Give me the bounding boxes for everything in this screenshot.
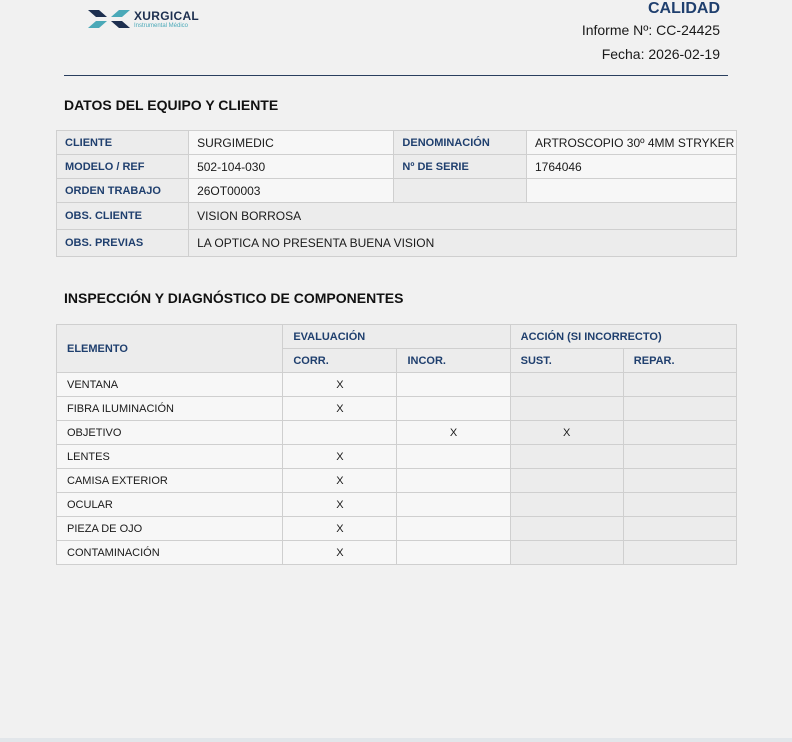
- corr-cell: [283, 421, 397, 445]
- repar-cell: [623, 445, 736, 469]
- inspection-table: [56, 324, 737, 565]
- incor-cell: [397, 541, 510, 565]
- section-equipo-title: DATOS DEL EQUIPO Y CLIENTE: [64, 97, 279, 113]
- denominacion-label: DENOMINACIÓN: [394, 131, 527, 155]
- table-row: [57, 373, 737, 397]
- table-row: [57, 397, 737, 421]
- repar-cell: [623, 373, 736, 397]
- sust-cell: [510, 469, 623, 493]
- corr-cell: X: [283, 397, 397, 421]
- repar-cell: [623, 493, 736, 517]
- incor-cell: [397, 493, 510, 517]
- elemento-cell: OCULAR: [57, 493, 283, 517]
- report-header: [582, 0, 720, 66]
- brand-name: XURGICAL: [134, 8, 200, 23]
- repar-cell: [623, 397, 736, 421]
- report-date: Fecha: 2026-02-19: [601, 46, 720, 62]
- modelo-label: MODELO / REF: [57, 155, 189, 179]
- orden-value: 26OT00003: [189, 179, 394, 203]
- table-row: [57, 469, 737, 493]
- elemento-cell: OBJETIVO: [57, 421, 283, 445]
- obs-cliente-label: OBS. CLIENTE: [57, 203, 189, 230]
- col-evaluacion-header: EVALUACIÓN: [283, 325, 510, 349]
- corr-cell: X: [283, 469, 397, 493]
- table-row: [57, 517, 737, 541]
- repar-cell: [623, 517, 736, 541]
- corr-cell: X: [283, 493, 397, 517]
- corr-cell: X: [283, 517, 397, 541]
- incor-cell: [397, 373, 510, 397]
- corr-cell: X: [283, 541, 397, 565]
- table-row: [57, 131, 737, 155]
- orden-label: ORDEN TRABAJO: [57, 179, 189, 203]
- elemento-cell: CAMISA EXTERIOR: [57, 469, 283, 493]
- col-corr-header: CORR.: [283, 349, 397, 373]
- report-title: CALIDAD: [648, 0, 720, 17]
- corr-cell: X: [283, 373, 397, 397]
- repar-cell: [623, 421, 736, 445]
- page-bottom-edge: [0, 738, 792, 742]
- incor-cell: [397, 397, 510, 421]
- empty-cell: [527, 179, 737, 203]
- xurgical-logo-icon: [88, 8, 130, 30]
- col-sust-header: SUST.: [510, 349, 623, 373]
- section-inspeccion-title: INSPECCIÓN Y DIAGNÓSTICO DE COMPONENTES: [64, 290, 404, 306]
- equipment-client-table: [56, 130, 737, 257]
- sust-cell: [510, 445, 623, 469]
- col-repar-header: REPAR.: [623, 349, 736, 373]
- sust-cell: [510, 373, 623, 397]
- elemento-cell: VENTANA: [57, 373, 283, 397]
- table-row: [57, 493, 737, 517]
- report-number: Informe Nº: CC-24425: [581, 22, 720, 38]
- header-divider: [64, 75, 728, 76]
- repar-cell: [623, 541, 736, 565]
- corr-cell: X: [283, 445, 397, 469]
- elemento-cell: CONTAMINACIÓN: [57, 541, 283, 565]
- incor-cell: [397, 517, 510, 541]
- repar-cell: [623, 469, 736, 493]
- table-row: [57, 421, 737, 445]
- elemento-cell: PIEZA DE OJO: [57, 517, 283, 541]
- obs-previas-label: OBS. PREVIAS: [57, 230, 189, 257]
- table-row: [57, 541, 737, 565]
- table-header-row: [57, 325, 737, 349]
- xurgical-logo: [88, 8, 199, 30]
- table-row: [57, 179, 737, 203]
- table-row: [57, 230, 737, 257]
- table-row: [57, 445, 737, 469]
- sust-cell: [510, 541, 623, 565]
- modelo-value: 502-104-030: [189, 155, 394, 179]
- sust-cell: [510, 493, 623, 517]
- denominacion-value: ARTROSCOPIO 30º 4MM STRYKER: [527, 131, 737, 155]
- sust-cell: [510, 517, 623, 541]
- cliente-label: CLIENTE: [57, 131, 189, 155]
- sust-cell: [510, 397, 623, 421]
- table-row: [57, 203, 737, 230]
- brand-tagline: Instrumental Médico: [134, 22, 189, 29]
- obs-cliente-value: VISION BORROSA: [189, 203, 737, 230]
- table-row: [57, 155, 737, 179]
- incor-cell: [397, 469, 510, 493]
- col-accion-header: ACCIÓN (SI INCORRECTO): [510, 325, 736, 349]
- elemento-cell: FIBRA ILUMINACIÓN: [57, 397, 283, 421]
- col-elemento-header: ELEMENTO: [57, 325, 283, 373]
- obs-previas-value: LA OPTICA NO PRESENTA BUENA VISION: [189, 230, 737, 257]
- incor-cell: X: [397, 421, 510, 445]
- cliente-value: SURGIMEDIC: [189, 131, 394, 155]
- incor-cell: [397, 445, 510, 469]
- serie-label: Nº DE SERIE: [394, 155, 527, 179]
- empty-cell: [394, 179, 527, 203]
- sust-cell: X: [510, 421, 623, 445]
- elemento-cell: LENTES: [57, 445, 283, 469]
- col-incor-header: INCOR.: [397, 349, 510, 373]
- serie-value: 1764046: [527, 155, 737, 179]
